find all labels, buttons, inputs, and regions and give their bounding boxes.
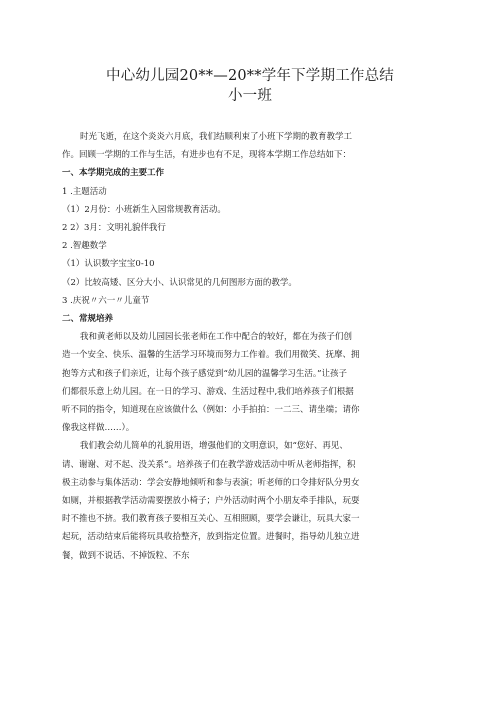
- section2-para2-line-6: 起玩，活动结束后能将玩具收拾整齐，放到指定位置。进餐时，指导幼儿独立进: [62, 532, 360, 543]
- section2-para1-line-5: 听不同的指令，知道现在应该做什么（例如：小手拍拍：一二三、请坐端；请你: [62, 405, 360, 416]
- section2-heading: 二、常规培养: [62, 314, 114, 325]
- section1-item2-a: （1）认识数字宝宝0-10: [62, 259, 155, 270]
- section1-item2-b: （2）比较高矮、区分大小、认识常见的几何图形方面的教学。: [62, 277, 297, 288]
- section1-heading: 一、本学期完成的主要工作: [62, 168, 165, 179]
- section2-para2-line-4: 如厕，并根据教学活动需要摆放小椅子；户外活动时两个小朋友牵手排队，玩耍: [62, 496, 360, 507]
- section2-para2-line-1: 我们教会幼儿简单的礼貌用语，增强他们的文明意识，如“您好、再见、: [80, 441, 348, 452]
- document-title: 中心幼儿园20**—20**学年下学期工作总结: [106, 68, 394, 84]
- intro-line-2: 作。回顾一学期的工作与生活，有进步也有不足，现将本学期工作总结如下：: [62, 150, 352, 161]
- section2-para1-line-1: 我和黄老师以及幼儿园园长张老师在工作中配合的较好，都在为孩子们创: [80, 332, 353, 343]
- document-subtitle: 小一班: [227, 88, 273, 104]
- section1-item1-title: 1 .主题活动: [62, 186, 107, 197]
- section2-para2-line-3: 极主动参与集体活动：学会安静地倾听和参与表演；听老师的口令排好队分男女: [62, 477, 360, 488]
- section2-para1-line-2: 造一个安全、快乐、温馨的生活学习环境而努力工作着。我们用微笑、抚摩、拥: [62, 350, 360, 361]
- section1-item3-title: 3 .庆祝〃六一〃儿童节: [62, 295, 150, 306]
- section1-item2-title: 2 .智趣数学: [62, 241, 107, 252]
- section1-item1-a: （1）2月份：小班新生入园常规教育活动。: [62, 204, 226, 215]
- section2-para1-line-4: 们都很乐意上幼儿园。在一日的学习、游戏、生活过程中,我们培养孩子们根据: [62, 386, 354, 397]
- section2-para2-line-5: 时不推也不挤。我们教育孩子要相互关心、互相照顾，要学会谦让，玩具大家一: [62, 514, 360, 525]
- intro-line-1: 时光飞逝，在这个炎炎六月底，我们结顺利束了小班下学期的教育教学工: [80, 132, 353, 142]
- section1-item1-b: 2 2）3月：文明礼貌伴我行: [62, 223, 166, 234]
- section2-para1-line-6: 像我这样做……）。: [62, 423, 135, 434]
- document-body: [62, 128, 436, 565]
- section2-para2-line-2: 请、谢谢、对不起、没关系”。培养孩子们在教学游戏活动中听从老师指挥，积: [62, 459, 356, 470]
- section2-para2-line-7: 餐，做到不说话、不掉饭粒、不东: [62, 550, 190, 561]
- section2-para1-line-3: 抱等方式和孩子们亲近，让每个孩子感觉到“幼儿园的温馨学习生活。”让孩子: [62, 368, 347, 379]
